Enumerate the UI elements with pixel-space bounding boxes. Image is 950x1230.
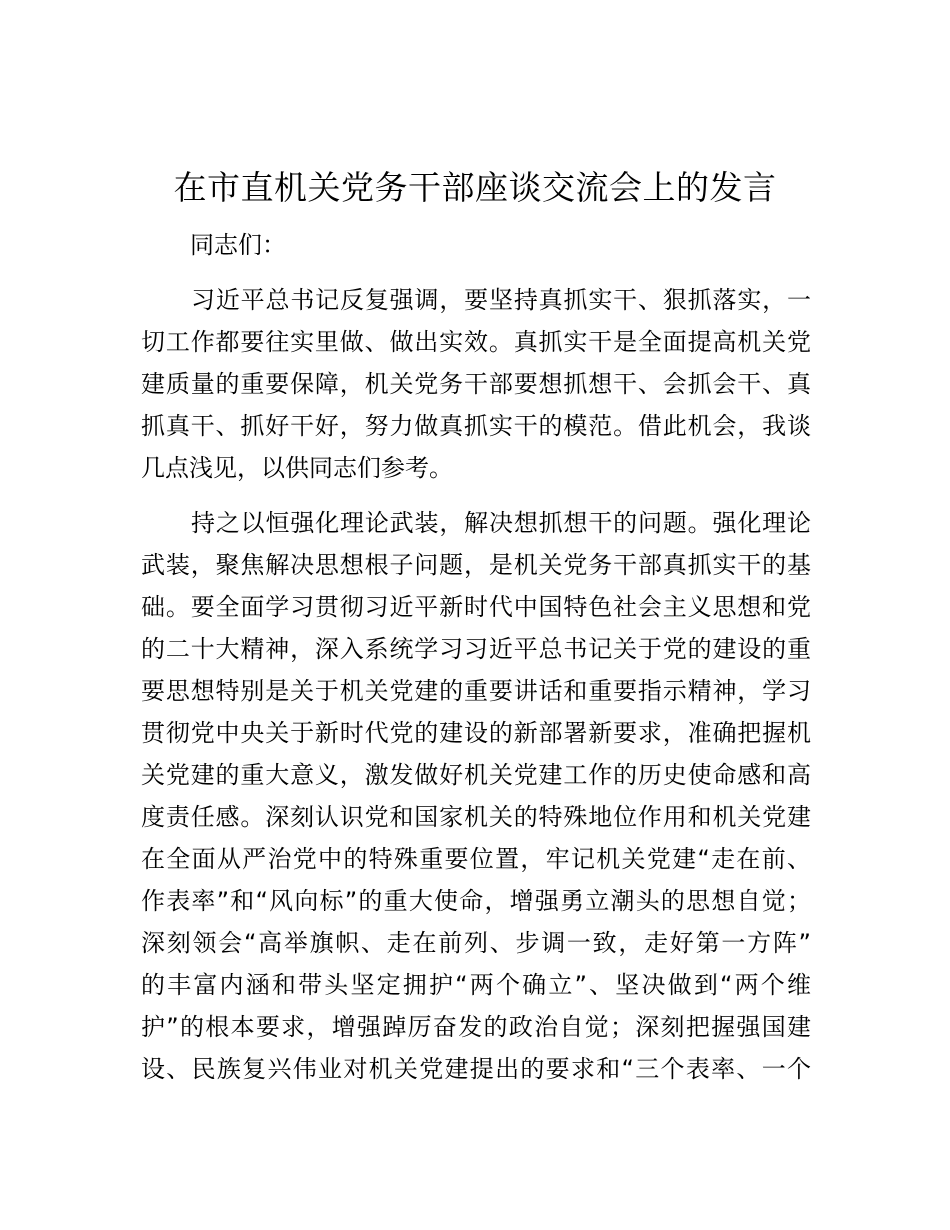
- document-title: 在市直机关党务干部座谈交流会上的发言: [173, 168, 777, 207]
- paragraph-2-line: 要思想特别是关于机关党建的重要讲话和重要指示精神，学习: [141, 677, 811, 705]
- paragraph-2-line: 贯彻党中央关于新时代党的建设的新部署新要求，准确把握机: [141, 719, 811, 747]
- salutation: 同志们：: [190, 231, 286, 259]
- paragraph-1-line: 习近平总书记反复强调，要坚持真抓实干、狠抓落实，一: [191, 286, 811, 314]
- paragraph-1-line: 几点浅见，以供同志们参考。: [141, 454, 453, 482]
- paragraph-2-line: 在全面从严治党中的特殊重要位置，牢记机关党建“走在前、: [141, 845, 811, 873]
- paragraph-2-line: 础。要全面学习贯彻习近平新时代中国特色社会主义思想和党: [141, 593, 811, 621]
- paragraph-2-line: 护”的根本要求，增强踔厉奋发的政治自觉；深刻把握强国建: [141, 1013, 811, 1041]
- paragraph-2-line: 深刻领会“高举旗帜、走在前列、步调一致，走好第一方阵”: [141, 929, 811, 957]
- paragraph-2-line: 武装，聚焦解决思想根子问题，是机关党务干部真抓实干的基: [141, 551, 811, 579]
- paragraph-2-line: 的二十大精神，深入系统学习习近平总书记关于党的建设的重: [141, 635, 811, 663]
- paragraph-1-line: 切工作都要往实里做、做出实效。真抓实干是全面提高机关党: [141, 328, 811, 356]
- paragraph-2-line: 度责任感。深刻认识党和国家机关的特殊地位作用和机关党建: [141, 803, 811, 831]
- paragraph-2-line: 设、民族复兴伟业对机关党建提出的要求和“三个表率、一个: [141, 1055, 811, 1083]
- paragraph-2-line: 作表率”和“风向标”的重大使命，增强勇立潮头的思想自觉；: [141, 887, 811, 915]
- paragraph-2-line: 持之以恒强化理论武装，解决想抓想干的问题。强化理论: [191, 509, 811, 537]
- paragraph-1-line: 抓真干、抓好干好，努力做真抓实干的模范。借此机会，我谈: [141, 412, 811, 440]
- paragraph-2-line: 关党建的重大意义，激发做好机关党建工作的历史使命感和高: [141, 761, 811, 789]
- paragraph-2-line: 的丰富内涵和带头坚定拥护“两个确立”、坚决做到“两个维: [141, 971, 811, 999]
- paragraph-1-line: 建质量的重要保障，机关党务干部要想抓想干、会抓会干、真: [141, 370, 811, 398]
